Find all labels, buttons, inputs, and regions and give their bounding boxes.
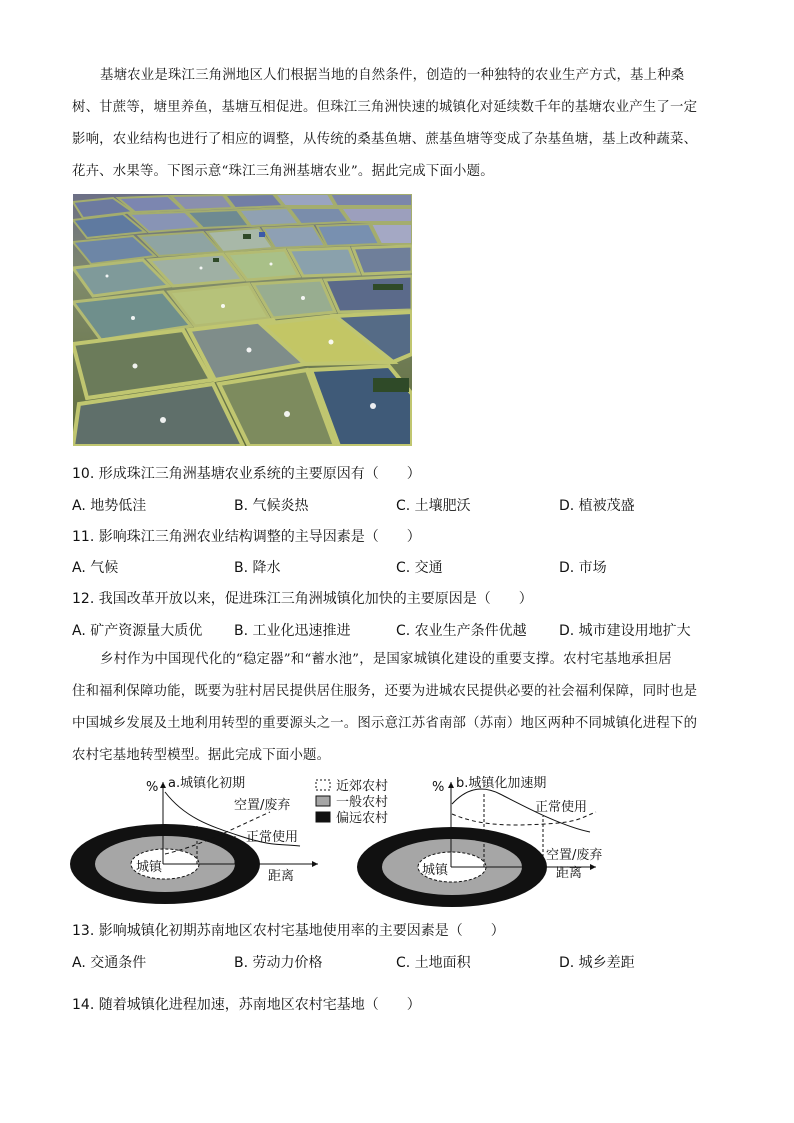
legend (316, 778, 388, 826)
question-13-option-c[interactable]: C. 土地面积 (396, 955, 471, 971)
legend-label-general: 一般农村 (336, 795, 389, 810)
question-11-option-c[interactable]: C. 交通 (396, 560, 443, 576)
question-10-option-d[interactable]: D. 植被茂盛 (559, 498, 635, 514)
passage-1 (72, 60, 722, 188)
fishpond-photo (73, 194, 412, 446)
panel-b (357, 775, 602, 907)
passage-2-line-1: 乡村作为中国现代化的“稳定器”和“蓄水池”，是国家城镇化建设的重要支撑。农村宅基地承担居 (100, 652, 672, 667)
panel-a-title: a.城镇化初期 (168, 776, 246, 791)
question-13-option-a[interactable]: A. 交通条件 (72, 955, 147, 971)
legend-label-remote: 偏远农村 (336, 811, 389, 826)
passage-2-line-4: 农村宅基地转型模型。据此完成下面小题。 (72, 748, 331, 763)
legend-swatch-remote (316, 812, 330, 822)
passage-2-line-2: 住和福利保障功能，既要为驻村居民提供居住服务，还要为进城农民提供必要的社会福利保障，同时也是 (72, 684, 698, 699)
passage-2 (72, 644, 722, 772)
panel-b-x-label: 距离 (556, 866, 583, 881)
panel-b-upper-label: 正常使用 (535, 800, 588, 815)
panel-a (70, 775, 318, 904)
passage-1-line-2: 树、甘蔗等，塘里养鱼，基塘互相促进。但珠江三角洲快速的城镇化对延续数千年的基塘农业产生了一定 (72, 100, 698, 115)
legend-swatch-suburb (316, 780, 330, 790)
question-11-stem: 11. 影响珠江三角洲农业结构调整的主导因素是（ ） (72, 529, 421, 545)
panel-a-center-label: 城镇 (136, 860, 163, 875)
passage-2-line-3: 中国城乡发展及土地利用转型的重要源头之一。图示意江苏省南部（苏南）地区两种不同城镇化进程下的 (72, 716, 698, 731)
question-10-option-b[interactable]: B. 气候炎热 (234, 498, 309, 514)
question-13-option-d[interactable]: D. 城乡差距 (559, 955, 635, 971)
question-12-stem: 12. 我国改革开放以来，促进珠江三角洲城镇化加快的主要原因是（ ） (72, 591, 533, 607)
panel-b-y-label: % (432, 780, 445, 795)
question-10-option-c[interactable]: C. 土壤肥沃 (396, 498, 471, 514)
question-10-stem: 10. 形成珠江三角洲基塘农业系统的主要原因有（ ） (72, 466, 421, 482)
question-12-option-c[interactable]: C. 农业生产条件优越 (396, 623, 527, 639)
passage-1-line-3: 影响，农业结构也进行了相应的调整，从传统的桑基鱼塘、蔗基鱼塘等变成了杂基鱼塘，基上改种蔬菜、 (72, 132, 698, 147)
question-11-option-d[interactable]: D. 市场 (559, 560, 607, 576)
question-12-option-b[interactable]: B. 工业化迅速推进 (234, 623, 351, 639)
panel-b-title: b.城镇化加速期 (456, 776, 547, 791)
panel-b-center-label: 城镇 (422, 863, 449, 878)
panel-b-lower-label: 空置/废弃 (546, 848, 603, 863)
question-12-option-d[interactable]: D. 城市建设用地扩大 (559, 623, 691, 639)
question-12-option-a[interactable]: A. 矿产资源量大质优 (72, 623, 203, 639)
question-10-option-a[interactable]: A. 地势低洼 (72, 498, 147, 514)
panel-a-y-label: % (146, 780, 159, 795)
question-13-stem: 13. 影响城镇化初期苏南地区农村宅基地使用率的主要因素是（ ） (72, 923, 505, 939)
panel-a-lower-label: 正常使用 (246, 830, 299, 845)
panel-a-upper-label: 空置/废弃 (234, 798, 291, 813)
panel-a-x-label: 距离 (268, 869, 295, 884)
question-14-stem: 14. 随着城镇化进程加速，苏南地区农村宅基地（ ） (72, 997, 421, 1013)
question-13-option-b[interactable]: B. 劳动力价格 (234, 955, 323, 971)
question-11-option-b[interactable]: B. 降水 (234, 560, 281, 576)
passage-1-line-1: 基塘农业是珠江三角洲地区人们根据当地的自然条件，创造的一种独特的农业生产方式，基上种桑 (100, 68, 685, 83)
village-homestead-figure (0, 768, 794, 913)
question-11-option-a[interactable]: A. 气候 (72, 560, 119, 576)
passage-1-line-4: 花卉、水果等。下图示意“珠江三角洲基塘农业”。据此完成下面小题。 (72, 164, 494, 179)
legend-label-suburb: 近郊农村 (336, 779, 389, 794)
legend-swatch-general (316, 796, 330, 806)
